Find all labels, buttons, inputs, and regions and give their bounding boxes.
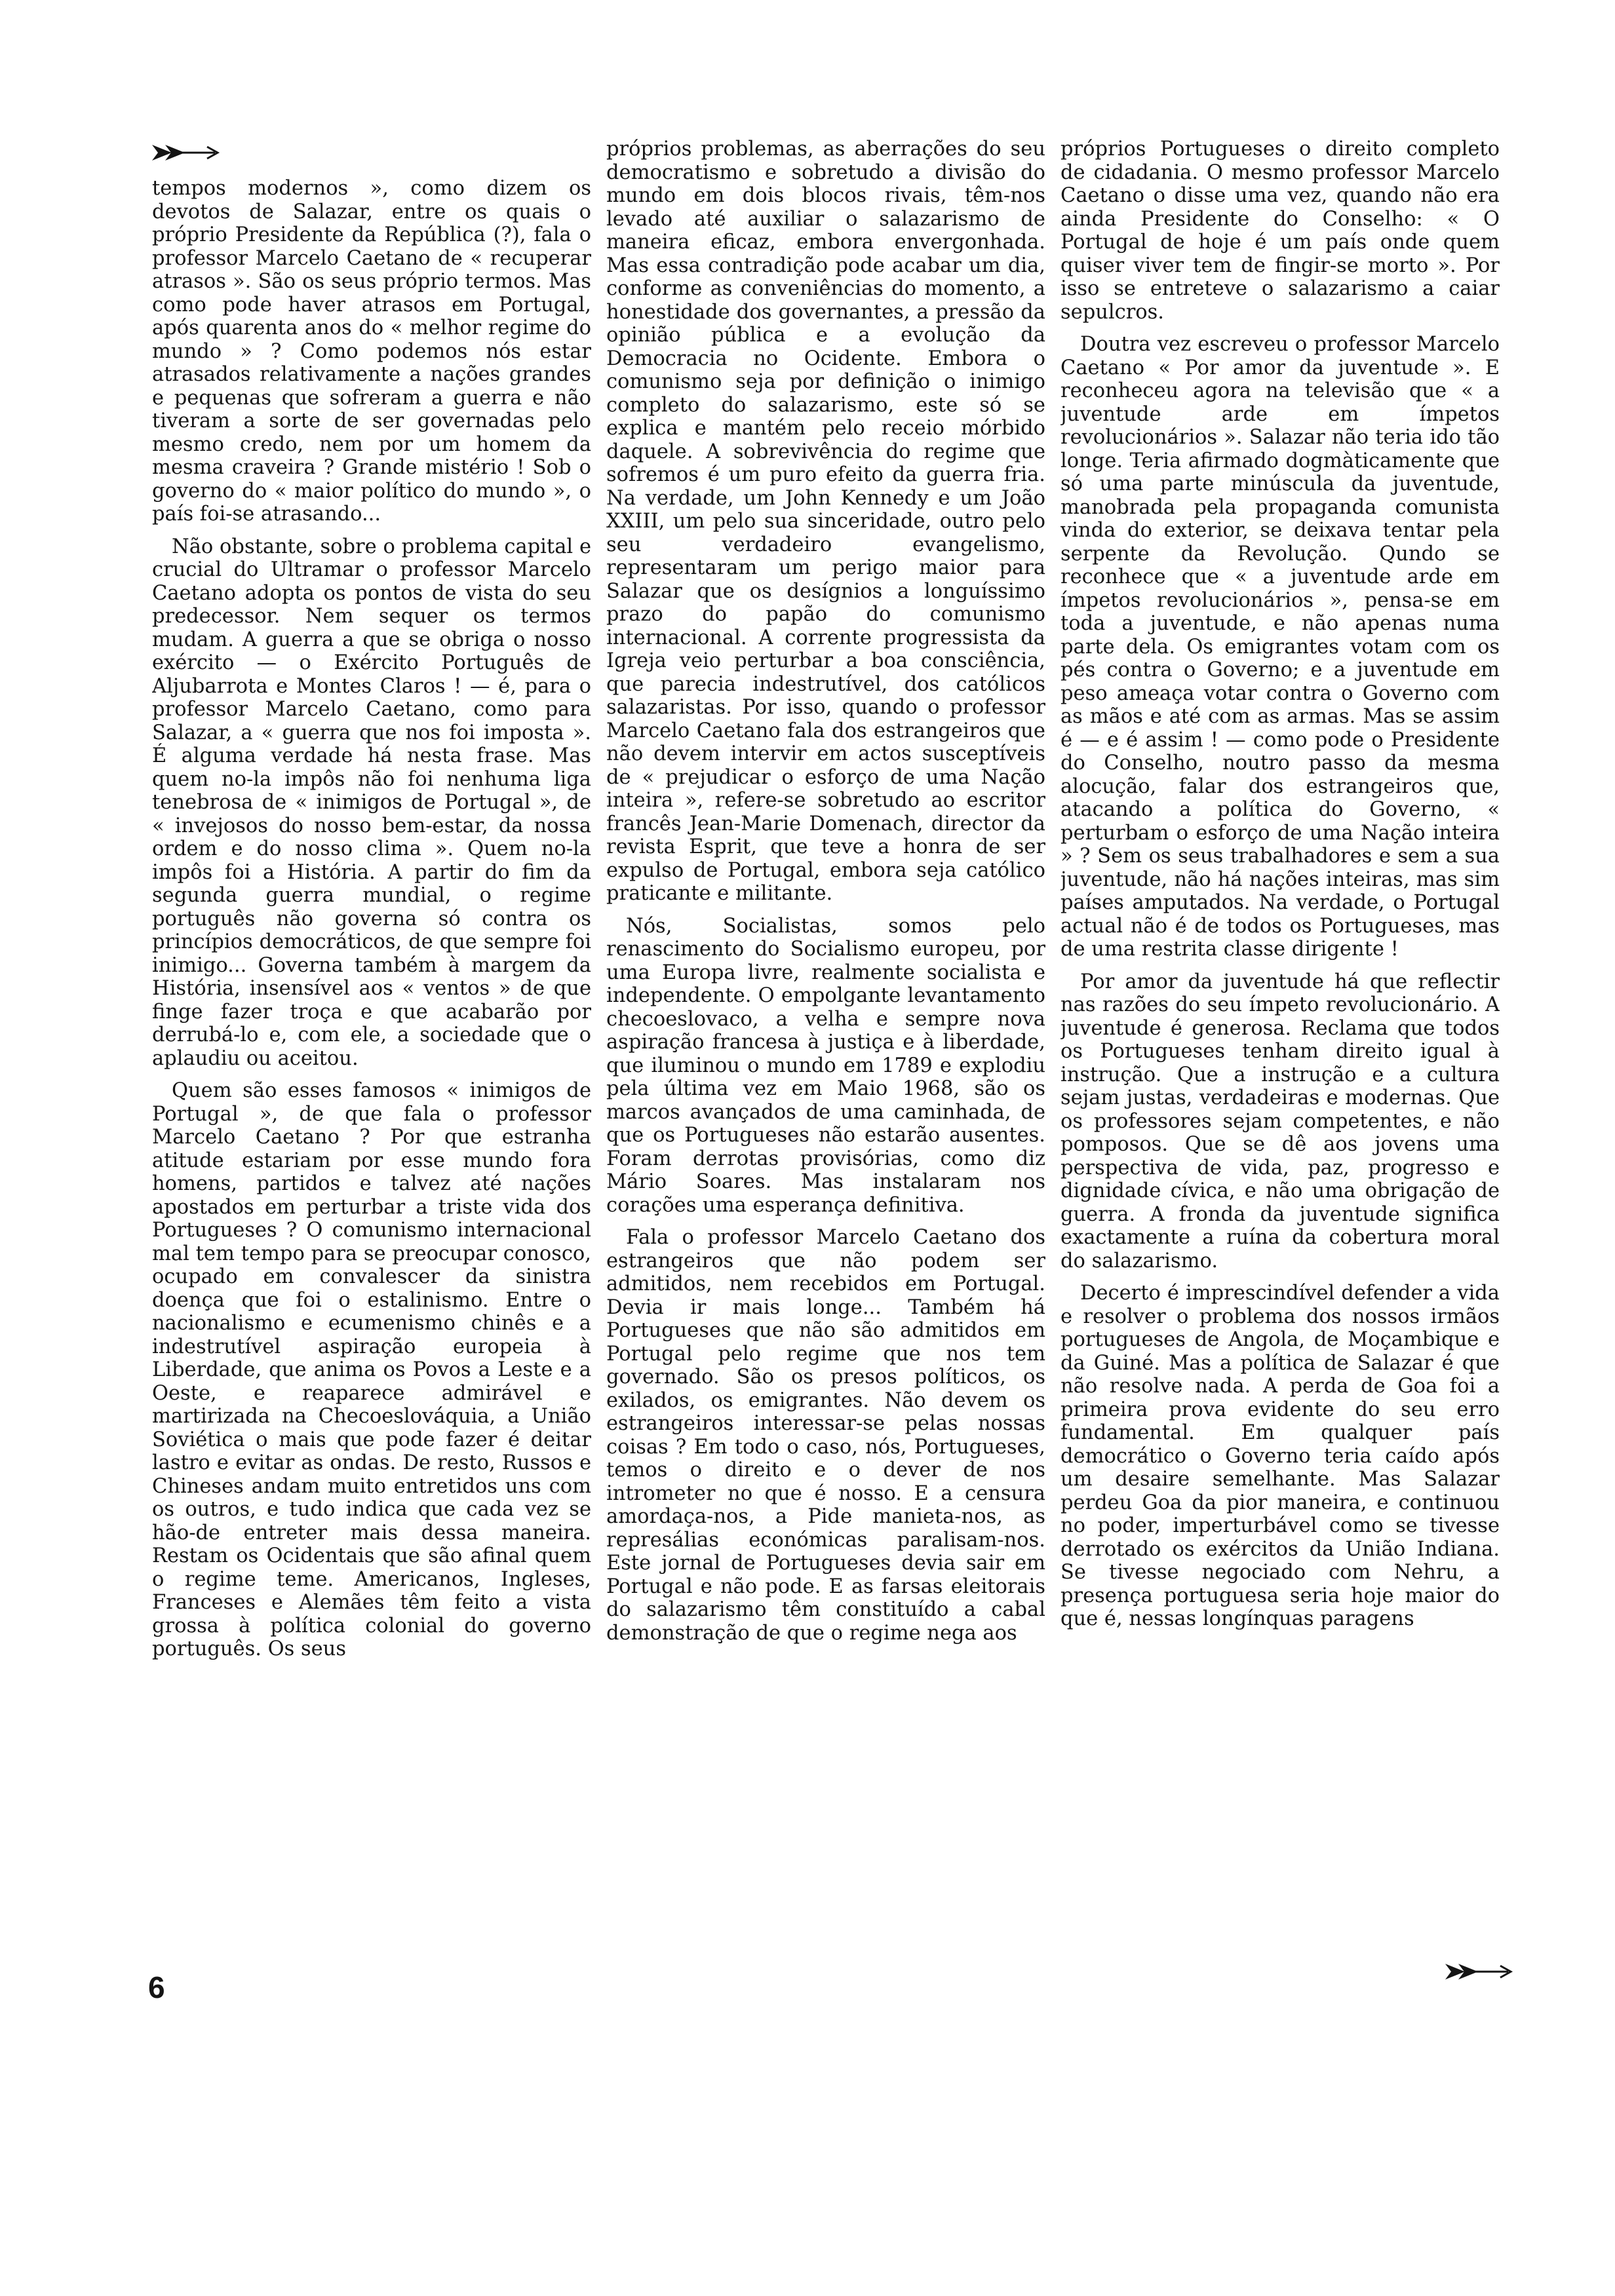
paragraph: Não obstante, sobre o problema capital e crucial do Ultramar o professor Marcelo Caetano adopta os pontos de vista do seu predecessor. Nem sequer os termos mudam. A guerra a que se obriga o nosso exército — o Exército Português de Aljubarrota e Montes Claros ! — é, para o professor Marcelo Caetano, como para Salazar, a « guerra que nos foi imposta ». É alguma verdade há nesta frase. Mas quem no-la impôs não foi nenhuma liga tenebrosa de « inimigos de Portugal », de « invejosos do nosso bem-estar, da nossa ordem e do nosso clima ». Quem no-la impôs foi a História. A partir do fim da segunda guerra mundial, o regime português não governa só contra os princípios democráticos, de que sempre foi inimigo... Governa também à margem da História, insensível aos « ventos » de que finge fazer troça e que acabarão por derrubá-lo e, com ele, a sociedade que o aplaudiu ou aceitou.: [152, 535, 591, 1070]
paragraph: Doutra vez escreveu o professor Marcelo Caetano « Por amor da juventude ». E reconheceu agora na televisão que « a juventude arde em ímpetos revolucionários ». Salazar não teria ido tão longe. Teria afirmado dogmàticamente que só uma parte minúscula da juventude, manobrada pela propaganda comunista vinda do exterior, se deixava tentar pela serpente da Revolução. Qundo se reconhece que « a juventude arde em ímpetos revolucionários », pensa-se em toda a juventude, e não apenas numa parte dela. Os emigrantes votam com os pés contra o Governo; e a juventude em peso ameaça votar contra o Governo com as mãos e até com as armas. Mas se assim é — e é assim ! — como pode o Presidente do Conselho, noutro passo da mesma alocução, falar dos estrangeiros que, atacando a política do Governo, « perturbam o esforço de uma Nação inteira » ? Sem os seus trabalhadores e sem a sua juventude, não há nações inteiras, mas sim países amputados. Na verdade, o Portugal actual não é de todos os Portugueses, mas de uma restrita classe dirigente !: [1060, 333, 1500, 961]
paragraph: próprios Portugueses o direito completo de cidadania. O mesmo professor Marcelo Caetano o disse uma vez, quando não era ainda Presidente do Conselho: « O Portugal de hoje é um país onde quem quiser viver tem de fingir-se morto ». Por isso se entreteve o salazarismo a caiar sepulcros.: [1060, 138, 1500, 324]
paragraph: Decerto é imprescindível defender a vida e resolver o problema dos nossos irmãos portugueses de Angola, de Moçambique e da Guiné. Mas a política de Salazar é que não resolve nada. A perda de Goa foi a primeira prova evidente do seu erro fundamental. Em qualquer país democrático o Governo teria caído após um desaire semelhante. Mas Salazar perdeu Goa da pior maneira, e continuou no poder, imperturbável como se tivesse derrotado os exércitos da União Indiana. Se tivesse negociado com Nehru, a presença portuguesa seria hoje maior do que é, nessas longínquas paragens: [1060, 1282, 1500, 1630]
paragraph: tempos modernos », como dizem os devotos de Salazar, entre os quais o próprio Presidente da República (?), fala o professor Marcelo Caetano de « recuperar atrasos ». São os seus próprio termos. Mas como pode haver atrasos em Portugal, após quarenta anos do « melhor regime do mundo » ? Como podemos nós estar atrasados relativamente a nações grandes e pequenas que sofreram a guerra e não tiveram a sorte de ser governadas pelo mesmo credo, nem por um homem da mesma craveira ? Grande mistério ! Sob o governo do « maior político do mundo », o país foi-se atrasando...: [152, 177, 591, 526]
paragraph: Nós, Socialistas, somos pelo renascimento do Socialismo europeu, por uma Europa livre, realmente socialista e independente. O empolgante levantamento checoeslovaco, a velha e sempre nova aspiração francesa à justiça e à liberdade, que iluminou o mundo em 1789 e explodiu pela última vez em Maio 1968, são os marcos avançados de uma caminhada, de que os Portugueses não estarão ausentes. Foram derrotas provisórias, como diz Mário Soares. Mas instalaram nos corações uma esperança definitiva.: [606, 914, 1045, 1217]
paragraph: Fala o professor Marcelo Caetano dos estrangeiros que não podem ser admitidos, nem recebidos em Portugal. Devia ir mais longe... Também há Portugueses que não são admitidos em Portugal pelo regime que nos tem governado. São os presos políticos, os exilados, os emigrantes. Não devem os estrangeiros interessar-se pelas nossas coisas ? Em todo o caso, nós, Portugueses, temos o direito e o dever de nos intrometer no que é nosso. E a censura amordaça-nos, a Pide manieta-nos, as represálias económicas paralisam-nos. Este jornal de Portugueses devia sair em Portugal e não pode. E as farsas eleitorais do salazarismo têm constituído a cabal demonstração de que o regime nega aos: [606, 1226, 1045, 1645]
continuation-arrow-icon: [1445, 1962, 1515, 1981]
paragraph: próprios problemas, as aberrações do seu democratismo e sobretudo a divisão do mundo em dois blocos rivais, têm-nos levado até auxiliar o salazarismo de maneira eficaz, embora envergonhada. Mas essa contradição pode acabar um dia, conforme as conveniências do momento, a honestidade dos governantes, a pressão da opinião pública e a evolução da Democracia no Ocidente. Embora o comunismo seja por definição o inimigo completo do salazarismo, este só se explica e mantém pelo receio mórbido daquele. A sobrevivência do regime que sofremos é um puro efeito da guerra fria. Na verdade, um John Kennedy e um João XXIII, um pelo sua sinceridade, outro pelo seu verdadeiro evangelismo, representaram um perigo maior para Salazar que os desígnios a longuíssimo prazo do papão do comunismo internacional. A corrente progressista da Igreja veio perturbar a boa consciência, que parecia indestrutível, dos católicos salazaristas. Por isso, quando o professor Marcelo Caetano fala dos estrangeiros que não devem intervir em actos susceptíveis de « prejudicar o esforço de uma Nação inteira », refere-se sobretudo ao escritor francês Jean-Marie Domenach, director da revista Esprit, que teve a honra de ser expulso de Portugal, embora seja católico praticante e militante.: [606, 138, 1045, 905]
article-column-2: [606, 138, 1045, 2090]
article-column-1: [152, 177, 591, 2090]
paragraph: Quem são esses famosos « inimigos de Portugal », de que fala o professor Marcelo Caetano ? Por que estranha atitude estariam por esse mundo fora homens, partidos e talvez até nações apostados em perturbar a triste vida dos Portugueses ? O comunismo internacional mal tem tempo para se preocupar conosco, ocupado em convalescer da sinistra doença que foi o estalinismo. Entre o nacionalismo e ecumenismo chinês e a indestrutível aspiração europeia à Liberdade, que anima os Povos a Leste e a Oeste, e reaparece admirável e martirizada na Checoeslováquia, a União Soviética o mais que pode fazer é deitar lastro e evitar as ondas. De resto, Russos e Chineses andam muito entretidos uns com os outros, e tudo indica que cada vez se hão-de entreter mais dessa maneira. Restam os Ocidentais que são afinal quem o regime teme. Americanos, Ingleses, Franceses e Alemães têm feito a vista grossa à política colonial do governo português. Os seus: [152, 1079, 591, 1660]
article-column-3: [1060, 138, 1500, 2090]
continuation-arrow-icon: [152, 143, 222, 163]
page-number: 6: [148, 1970, 165, 2004]
paragraph: Por amor da juventude há que reflectir nas razões do seu ímpeto revolucionário. A juventude é generosa. Reclama que todos os Portugueses tenham direito igual à instrução. Que a instrução e a cultura sejam justas, verdadeiras e modernas. Que os professores sejam competentes, e não pomposos. Que se dê aos jovens uma perspectiva de vida, paz, progresso e dignidade cívica, e não uma obrigação de guerra. A fronda da juventude significa exactamente a ruína da cobertura moral do salazarismo.: [1060, 970, 1500, 1272]
